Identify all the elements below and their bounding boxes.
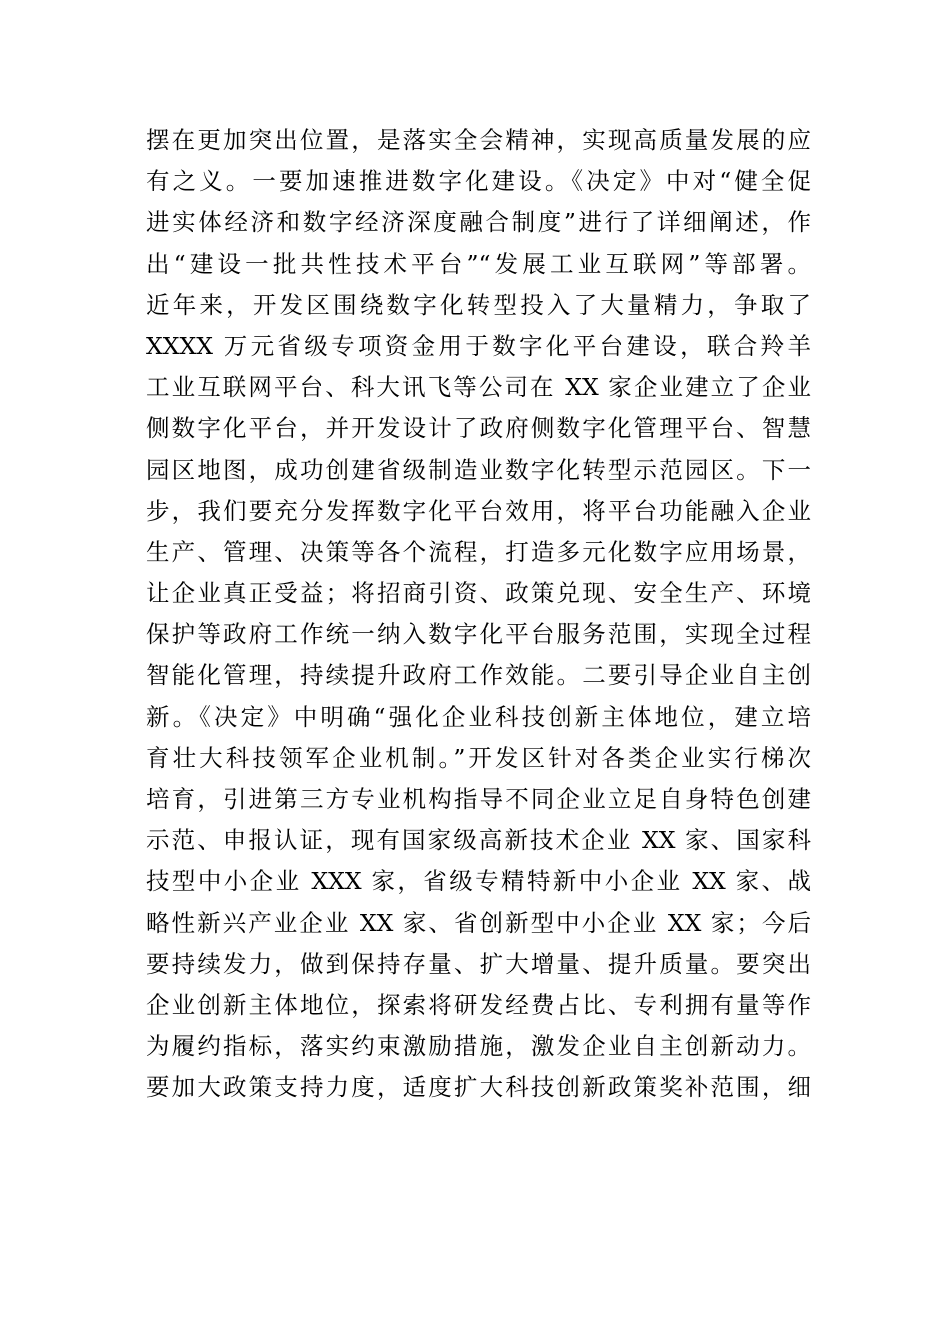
text-line: 工业互联网平台、科大讯飞等公司在 XX 家企业建立了企业 <box>146 373 811 402</box>
text-line: 要加大政策支持力度，适度扩大科技创新政策奖补范围，细 <box>146 1073 811 1102</box>
text-line: 企业创新主体地位，探索将研发经费占比、专利拥有量等作 <box>146 990 811 1019</box>
text-line: 步，我们要充分发挥数字化平台效用，将平台功能融入企业 <box>146 496 811 525</box>
text-line: 让企业真正受益；将招商引资、政策兑现、安全生产、环境 <box>146 579 811 608</box>
text-line: 园区地图，成功创建省级制造业数字化转型示范园区。下一 <box>146 455 811 484</box>
text-line: 进实体经济和数字经济深度融合制度”进行了详细阐述，作 <box>146 208 811 237</box>
text-line: 示范、申报认证，现有国家级高新技术企业 XX 家、国家科 <box>146 826 811 855</box>
text-line: 要持续发力，做到保持存量、扩大增量、提升质量。要突出 <box>146 949 811 978</box>
text-line: 略性新兴产业企业 XX 家、省创新型中小企业 XX 家；今后 <box>146 908 811 937</box>
text-line: 为履约指标，落实约束激励措施，激发企业自主创新动力。 <box>146 1032 811 1061</box>
text-line: 生产、管理、决策等各个流程，打造多元化数字应用场景， <box>146 537 811 566</box>
text-line: 摆在更加突出位置，是落实全会精神，实现高质量发展的应 <box>146 126 811 154</box>
text-line: 智能化管理，持续提升政府工作效能。二要引导企业自主创 <box>146 661 811 690</box>
text-line: 侧数字化平台，并开发设计了政府侧数字化管理平台、智慧 <box>146 414 811 443</box>
text-line: 育壮大科技领军企业机制。”开发区针对各类企业实行梯次 <box>146 743 811 772</box>
text-line: 技型中小企业 XXX 家，省级专精特新中小企业 XX 家、战 <box>146 867 811 896</box>
text-line: 有之义。一要加速推进数字化建设。《决定》中对“健全促 <box>146 167 811 196</box>
text-line: 培育，引进第三方专业机构指导不同企业立足自身特色创建 <box>146 785 811 813</box>
text-line: 新。《决定》中明确“强化企业科技创新主体地位，建立培 <box>146 702 811 731</box>
text-line: XXXX 万元省级专项资金用于数字化平台建设，联合羚羊 <box>146 331 811 360</box>
body-text <box>146 120 811 1109</box>
text-line: 出“建设一批共性技术平台”“发展工业互联网”等部署。 <box>146 249 811 278</box>
text-line: 保护等政府工作统一纳入数字化平台服务范围，实现全过程 <box>146 620 811 649</box>
text-line: 近年来，开发区围绕数字化转型投入了大量精力，争取了 <box>146 290 811 319</box>
